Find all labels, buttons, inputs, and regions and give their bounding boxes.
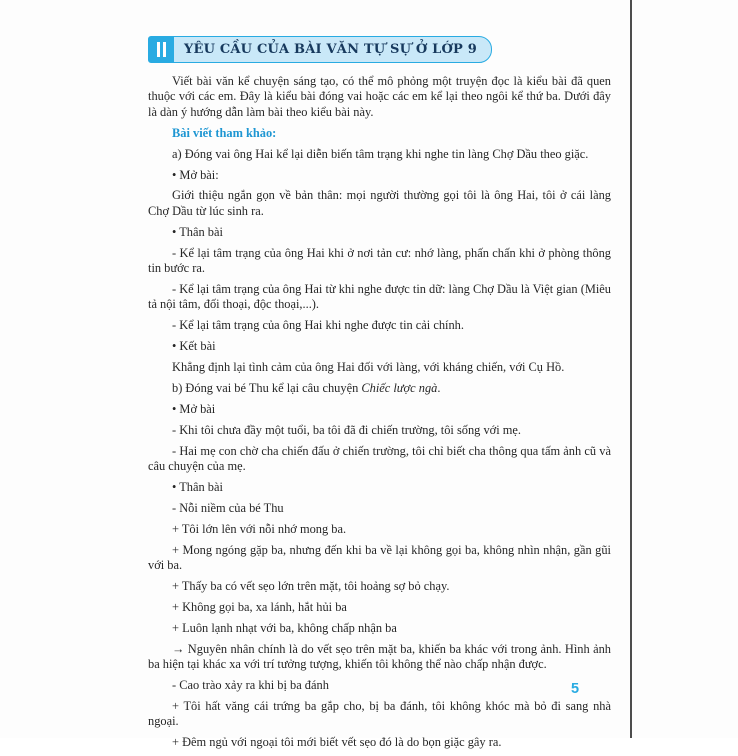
bullet-paragraph: • Mở bài: [172,167,219,182]
paragraph: Khẳng định lại tình cảm của ông Hai đối với làng, với kháng chiến, với Cụ Hồ. [172,360,565,375]
page-edge-line [630,0,632,738]
arrow-paragraph: → Nguyên nhân chính là do vết sẹo trên mặt ba, khiến ba khác với trong ảnh. Hình ảnh ba hiện tại khác xa với trí tưởng tượng, khiến tôi không thể nào chấp nhận được. [148,641,611,672]
bullet-paragraph: • Kết bài [172,339,216,354]
bullet-paragraph: • Thân bài [172,480,223,495]
plus-paragraph: + Luôn lạnh nhạt với ba, không chấp nhận ba [172,620,397,635]
plus-paragraph: + Mong ngóng gặp ba, nhưng đến khi ba về lại không gọi ba, không nhìn nhận, gần gũi với ba. [148,542,611,573]
bullet-paragraph: • Thân bài [172,224,223,239]
bullet-paragraph: • Mở bài [172,401,216,416]
page-content [148,36,611,756]
dash-paragraph: - Khi tôi chưa đầy một tuổi, ba tôi đã đi chiến trường, tôi sống với mẹ. [172,422,521,437]
paragraph-with-italic-title [148,381,611,396]
dash-paragraph: - Kể lại tâm trạng của ông Hai khi nghe được tin cải chính. [172,318,464,333]
paragraph-text: . [437,381,441,395]
paragraph: Viết bài văn kể chuyện sáng tạo, có thể mô phỏng một truyện đọc là kiểu bài đã quen thuộc với các em. Đây là kiểu bài đóng vai hoặc các em kể lại theo ngôi kể thứ ba. Dưới đây là dàn ý hướng dẫn làm bài theo kiểu bài này. [148,74,611,119]
plus-paragraph: + Không gọi ba, xa lánh, hắt hủi ba [172,599,347,614]
plus-paragraph: + Tôi hất văng cái trứng ba gắp cho, bị ba đánh, tôi không khóc mà bỏ đi sang nhà ngoại. [148,699,611,729]
section-banner [148,36,492,63]
dash-paragraph: - Nỗi niềm của bé Thu [172,500,284,515]
paragraph: Giới thiệu ngắn gọn về bản thân: mọi người thường gọi tôi là ông Hai, tôi ở cái làng Chợ Dầu từ lúc sinh ra. [148,188,611,218]
page-number: 5 [571,681,580,697]
reference-heading: Bài viết tham khảo: [172,125,277,140]
plus-paragraph: + Tôi lớn lên với nỗi nhớ mong ba. [172,521,347,536]
dash-paragraph: - Hai mẹ con chờ cha chiến đấu ở chiến trường, tôi chỉ biết cha thông qua tấm ảnh cũ và câu chuyện của mẹ. [148,443,611,474]
dash-paragraph: - Cao trào xảy ra khi bị ba đánh [172,678,329,693]
plus-paragraph: + Đêm ngủ với ngoại tôi mới biết vết sẹo đó là do bọn giặc gây ra. [172,735,502,750]
book-title-italic: Chiếc lược ngà [361,381,438,395]
paragraph: a) Đóng vai ông Hai kể lại diễn biến tâm trạng khi nghe tin làng Chợ Dầu theo giặc. [172,146,589,161]
section-title: YÊU CẦU CỦA BÀI VĂN TỰ SỰ Ở LỚP 9 [184,42,477,57]
paragraph-text: b) Đóng vai bé Thu kể lại câu chuyện [172,381,362,395]
dash-paragraph: - Kể lại tâm trạng của ông Hai từ khi nghe được tin dữ: làng Chợ Dầu là Việt gian (Miêu tả nội tâm, đối thoại, độc thoại,...). [148,281,612,312]
double-bars-icon [149,37,174,62]
dash-paragraph: - Kể lại tâm trạng của ông Hai khi ở nơi tản cư: nhớ làng, phấn chấn khi ở phòng thông tin bước ra. [148,245,611,276]
plus-paragraph: + Thấy ba có vết sẹo lớn trên mặt, tôi hoảng sợ bỏ chạy. [172,579,450,594]
